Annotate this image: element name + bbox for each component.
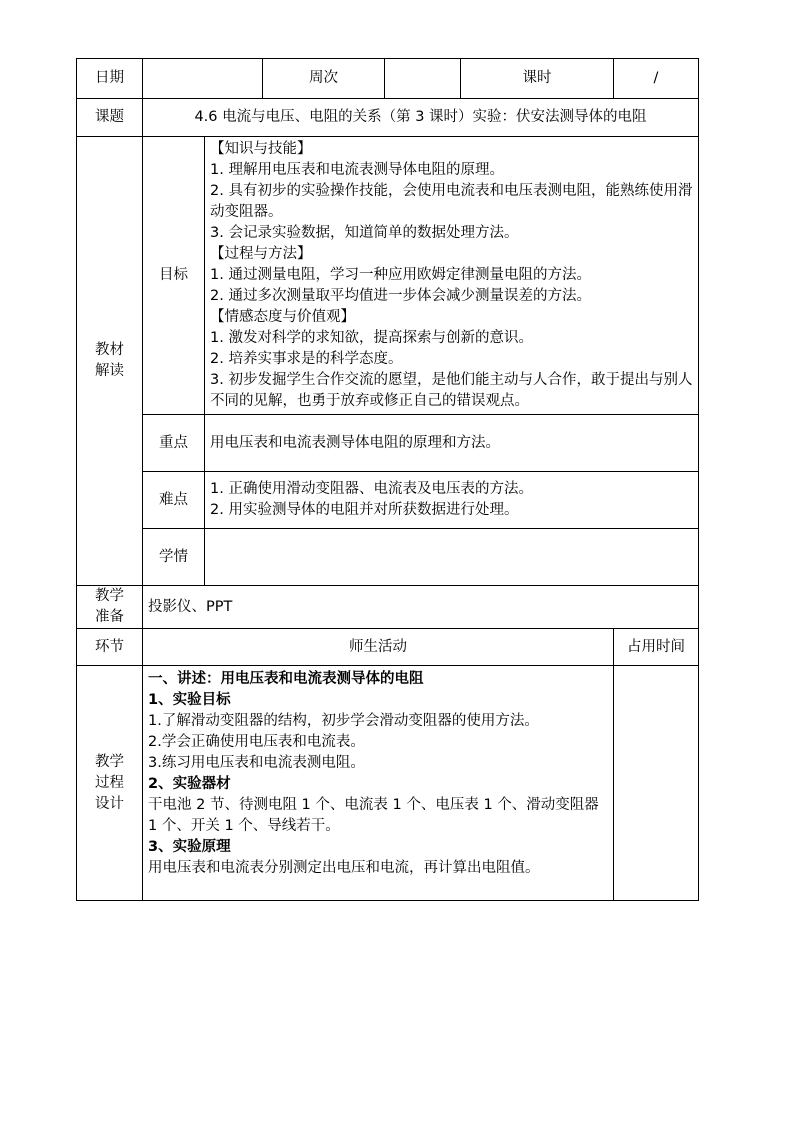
- goal-line: 2. 通过多次测量取平均值进一步体会减少测量误差的方法。: [210, 288, 591, 304]
- design-subheading: 2、实验器材: [148, 776, 231, 792]
- topic-row: [77, 99, 699, 137]
- goal-row: [77, 137, 699, 415]
- design-label: [77, 666, 143, 901]
- difficulty-line: 1. 正确使用滑动变阻器、电流表及电压表的方法。: [210, 481, 533, 497]
- goal-content: [205, 137, 699, 415]
- column-header-row: [77, 629, 699, 666]
- design-label-line: 设计: [95, 795, 124, 812]
- goal-line: 【过程与方法】: [210, 246, 312, 262]
- difficulty-line: 2. 用实验测导体的电阻并对所获数据进行处理。: [210, 502, 519, 518]
- goal-line: 【知识与技能】: [210, 141, 312, 157]
- goal-line: 2. 具有初步的实验操作技能，会使用电流表和电压表测电阻，能熟练使用滑动变阻器。: [210, 183, 693, 220]
- design-line: 用电压表和电流表分别测定出电压和电流，再计算出电阻值。: [148, 860, 540, 876]
- time-header: 占用时间: [614, 629, 699, 666]
- goal-line: 3. 会记录实验数据，知道简单的数据处理方法。: [210, 225, 519, 241]
- goal-line: 1. 激发对科学的求知欲，提高探索与创新的意识。: [210, 330, 533, 346]
- design-line: 3.练习用电压表和电流表测电阻。: [148, 755, 365, 771]
- week-value: [385, 59, 461, 99]
- student-label: 学情: [143, 529, 205, 586]
- date-value: [143, 59, 263, 99]
- analysis-label-line2: 解读: [95, 363, 124, 379]
- header-row: [77, 59, 699, 99]
- topic-value: 4.6 电流与电压、电阻的关系（第 3 课时）实验：伏安法测导体的电阻: [143, 99, 699, 137]
- design-heading: 一、讲述：用电压表和电流表测导体的电阻: [148, 671, 424, 687]
- student-row: [77, 529, 699, 586]
- prep-label: [77, 586, 143, 629]
- goal-line: 【情感态度与价值观】: [210, 309, 355, 325]
- design-line: 干电池 2 节、待测电阻 1 个、电流表 1 个、电压表 1 个、滑动变阻器 1 个、开关 1 个、导线若干。: [148, 797, 599, 834]
- analysis-label-line1: 教材: [95, 342, 124, 358]
- goal-line: 2. 培养实事求是的科学态度。: [210, 351, 403, 367]
- design-line: 1.了解滑动变阻器的结构，初步学会滑动变阻器的使用方法。: [148, 713, 539, 729]
- design-label-line: 教学: [95, 753, 124, 770]
- design-content: [143, 666, 614, 901]
- activity-header: 师生活动: [143, 629, 614, 666]
- design-time-value: [614, 666, 699, 901]
- period-label: 课时: [461, 59, 614, 99]
- difficulty-row: [77, 472, 699, 529]
- period-value: /: [614, 59, 699, 99]
- key-label: 重点: [143, 415, 205, 472]
- goal-line: 1. 理解用电压表和电流表测导体电阻的原理。: [210, 162, 504, 178]
- stage-header: 环节: [77, 629, 143, 666]
- design-label-line: 过程: [95, 774, 124, 791]
- key-value: 用电压表和电流表测导体电阻的原理和方法。: [205, 415, 699, 472]
- date-label: 日期: [77, 59, 143, 99]
- design-row: [77, 666, 699, 901]
- design-line: 2.学会正确使用电压表和电流表。: [148, 734, 365, 750]
- key-row: [77, 415, 699, 472]
- analysis-label: [77, 137, 143, 586]
- prep-label-line2: 准备: [95, 609, 124, 625]
- difficulty-content: [205, 472, 699, 529]
- design-subheading: 1、实验目标: [148, 692, 231, 708]
- goal-label: 目标: [143, 137, 205, 415]
- student-value: [205, 529, 699, 586]
- lesson-plan-table: [76, 58, 699, 901]
- topic-label: 课题: [77, 99, 143, 137]
- prep-label-line1: 教学: [95, 588, 124, 604]
- prep-value: 投影仪、PPT: [143, 586, 699, 629]
- goal-line: 1. 通过测量电阻，学习一种应用欧姆定律测量电阻的方法。: [210, 267, 591, 283]
- week-label: 周次: [263, 59, 385, 99]
- difficulty-label: 难点: [143, 472, 205, 529]
- design-subheading: 3、实验原理: [148, 839, 231, 855]
- goal-line: 3. 初步发掘学生合作交流的愿望，是他们能主动与人合作，敢于提出与别人不同的见解，也勇于放弃或修正自己的错误观点。: [210, 372, 693, 409]
- prep-row: [77, 586, 699, 629]
